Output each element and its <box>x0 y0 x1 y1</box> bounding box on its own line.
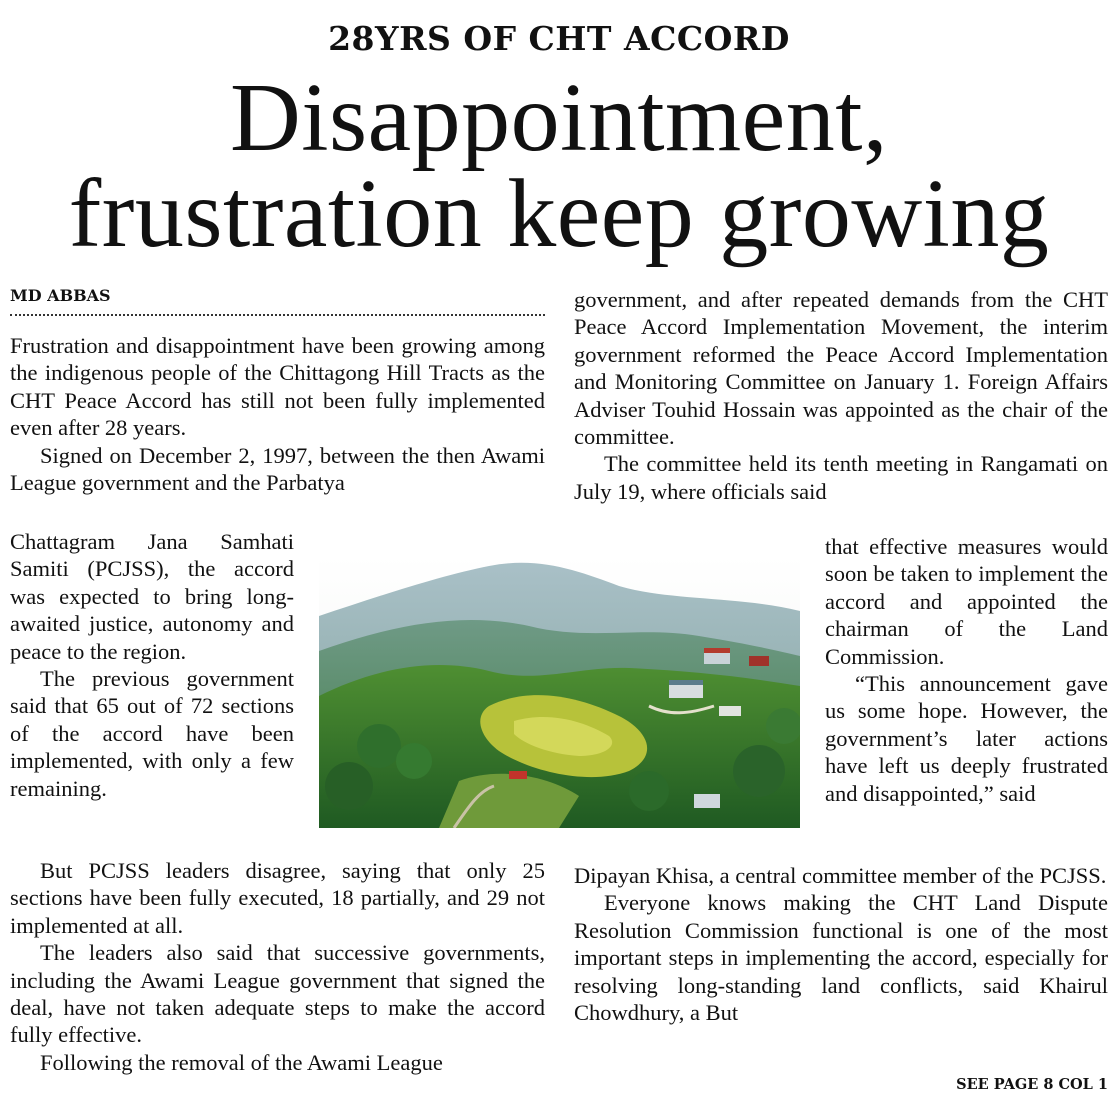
kicker: 28YRS OF CHT ACCORD <box>328 19 790 58</box>
column-2-top <box>574 286 1108 505</box>
headline-line-1: Disappointment, <box>229 64 889 172</box>
paragraph: Everyone knows making the CHT Land Dispute Resolution Commission functional is one of the most important steps in implementing the accord, especially for resolving long-standing land conflicts, said Khairul Chowdhury, a But <box>574 890 1108 1026</box>
paragraph: Following the removal of the Awami League <box>40 1049 443 1075</box>
hill-landscape-photo <box>319 556 800 828</box>
paragraph: But PCJSS leaders disagree, saying that only 25 sections have been fully executed, 18 partially, and 29 not implemented at all. <box>10 858 545 938</box>
paragraph: government, and after repeated demands from the CHT Peace Accord Implementation Movement, the interim government reformed the Peace Accord Implementation and Monitoring Committee on January 1. Foreign Affairs Adviser Touhid Hossain was appointed as the chair of the committee. <box>574 287 1108 450</box>
paragraph: Dipayan Khisa, a central committee member of the PCJSS. <box>574 863 1107 888</box>
paragraph: that effective measures would soon be taken to implement the accord and appointed the chairman of the Land Commission. <box>825 534 1108 669</box>
paragraph: The leaders also said that successive governments, including the Awami League government that signed the deal, have not taken adequate steps to make the accord fully effective. <box>10 940 545 1048</box>
paragraph: The committee held its tenth meeting in Rangamati on July 19, where officials said <box>574 451 1108 504</box>
headline-line-2: frustration keep growing <box>68 160 1050 268</box>
paragraph: Frustration and disappointment have been growing among the indigenous people of the Chittagong Hill Tracts as the CHT Peace Accord has still not been fully implemented even after 28 years. <box>10 333 545 441</box>
byline: MD ABBAS <box>10 286 111 305</box>
paragraph: Chattagram Jana Samhati Samiti (PCJSS), the accord was expected to bring long-awaited justice, autonomy and peace to the region. <box>10 529 294 664</box>
paragraph: The previous government said that 65 out of 72 sections of the accord have been implemented, with only a few remaining. <box>10 666 294 801</box>
column-2-narrow <box>825 533 1108 807</box>
paragraph: “This announcement gave us some hope. However, the government’s later actions have left us deeply frustrated and disappointed,” said <box>825 671 1108 806</box>
hill-landscape-illustration <box>319 556 800 828</box>
column-1-top <box>10 332 545 496</box>
column-2-bottom <box>574 862 1108 1026</box>
paragraph: Signed on December 2, 1997, between the then Awami League government and the Parbatya <box>10 442 545 496</box>
continuation-note: SEE PAGE 8 COL 1 <box>956 1076 1108 1093</box>
column-1-bottom <box>10 857 545 1076</box>
column-1-narrow <box>10 528 294 802</box>
headline <box>0 64 1118 268</box>
byline-divider <box>10 314 545 316</box>
